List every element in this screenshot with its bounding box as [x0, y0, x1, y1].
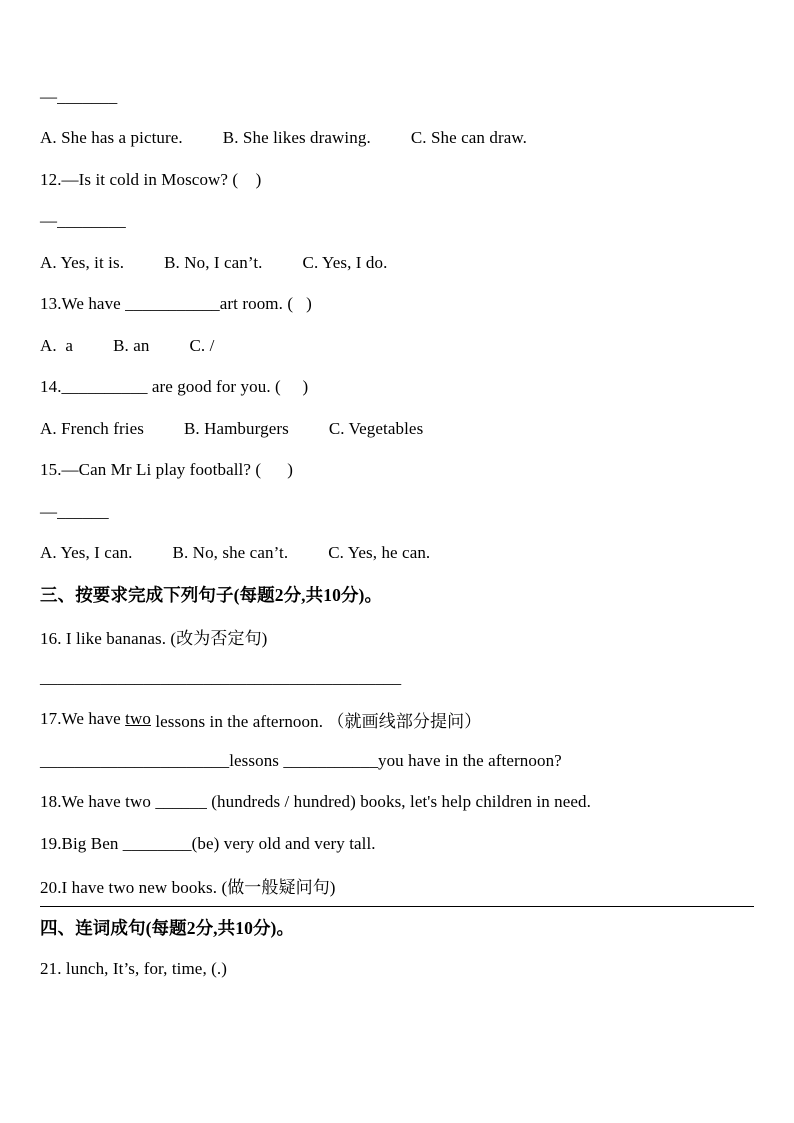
line-text: 四、连词成句(每题2分,共10分)。	[40, 918, 295, 939]
section-3-heading	[40, 574, 754, 616]
answer-option: A. She has a picture.	[40, 128, 183, 148]
question-20	[40, 865, 754, 907]
answer-line-16	[40, 657, 754, 699]
line-text: —_______	[40, 86, 118, 106]
line-text: —______	[40, 501, 109, 521]
answer-blank-15	[40, 491, 754, 533]
line-text: 16. I like bananas. (改为否定句)	[40, 628, 268, 648]
section-4-heading	[40, 907, 754, 949]
question-16	[40, 616, 754, 658]
line-text: 14.__________ are good for you. ( )	[40, 377, 309, 397]
answer-blank-12	[40, 201, 754, 243]
document-body	[40, 76, 754, 990]
answer-option: A. Yes, it is.	[40, 252, 125, 272]
line-text: 18.We have two ______ (hundreds / hundred) books, let's help children in need.	[40, 792, 592, 812]
text-segment: lessons in the afternoon. （就画线部分提问）	[150, 711, 482, 731]
answer-option: B. She likes drawing.	[222, 128, 371, 148]
answer-option: A. French fries	[40, 418, 144, 438]
line-text: ______________________lessons ___________you have in the afternoon?	[40, 750, 562, 770]
question-19	[40, 823, 754, 865]
answer-option: C. She can draw.	[410, 128, 527, 148]
line-text: 三、按要求完成下列句子(每题2分,共10分)。	[40, 585, 383, 606]
options-11	[40, 118, 754, 160]
answer-rule-line	[40, 906, 754, 907]
line-text: __________________________________________	[40, 667, 402, 687]
line-text: 21. lunch, It’s, for, time, (.)	[40, 959, 228, 979]
question-18	[40, 782, 754, 824]
answer-option: B. No, she can’t.	[172, 543, 289, 563]
question-21	[40, 949, 754, 991]
text-segment: 17.We have	[40, 709, 126, 729]
line-text: —________	[40, 211, 126, 231]
line-text: 19.Big Ben ________(be) very old and very tall.	[40, 833, 376, 853]
question-14	[40, 367, 754, 409]
answer-option: C. Yes, he can.	[328, 543, 431, 563]
options-15	[40, 533, 754, 575]
answer-option: B. No, I can’t.	[164, 252, 263, 272]
answer-option: C. Yes, I do.	[302, 252, 388, 272]
answer-blank-11	[40, 76, 754, 118]
answer-line-17	[40, 740, 754, 782]
answer-option: A. Yes, I can.	[40, 543, 133, 563]
answer-option: C. /	[189, 335, 215, 355]
answer-option: A. a	[40, 335, 74, 355]
question-12	[40, 159, 754, 201]
line-text: 12.—Is it cold in Moscow? ( )	[40, 169, 262, 189]
options-13	[40, 325, 754, 367]
underlined-word: two	[125, 709, 151, 729]
answer-option: B. an	[113, 335, 150, 355]
question-17	[40, 699, 754, 741]
question-15	[40, 450, 754, 492]
question-13	[40, 284, 754, 326]
options-12	[40, 242, 754, 284]
answer-option: C. Vegetables	[328, 418, 424, 438]
line-text: 13.We have ___________art room. ( )	[40, 294, 312, 314]
line-text: 15.—Can Mr Li play football? ( )	[40, 460, 293, 480]
answer-option: B. Hamburgers	[183, 418, 289, 438]
options-14	[40, 408, 754, 450]
line-text: 20.I have two new books. (做一般疑问句)	[40, 877, 336, 897]
